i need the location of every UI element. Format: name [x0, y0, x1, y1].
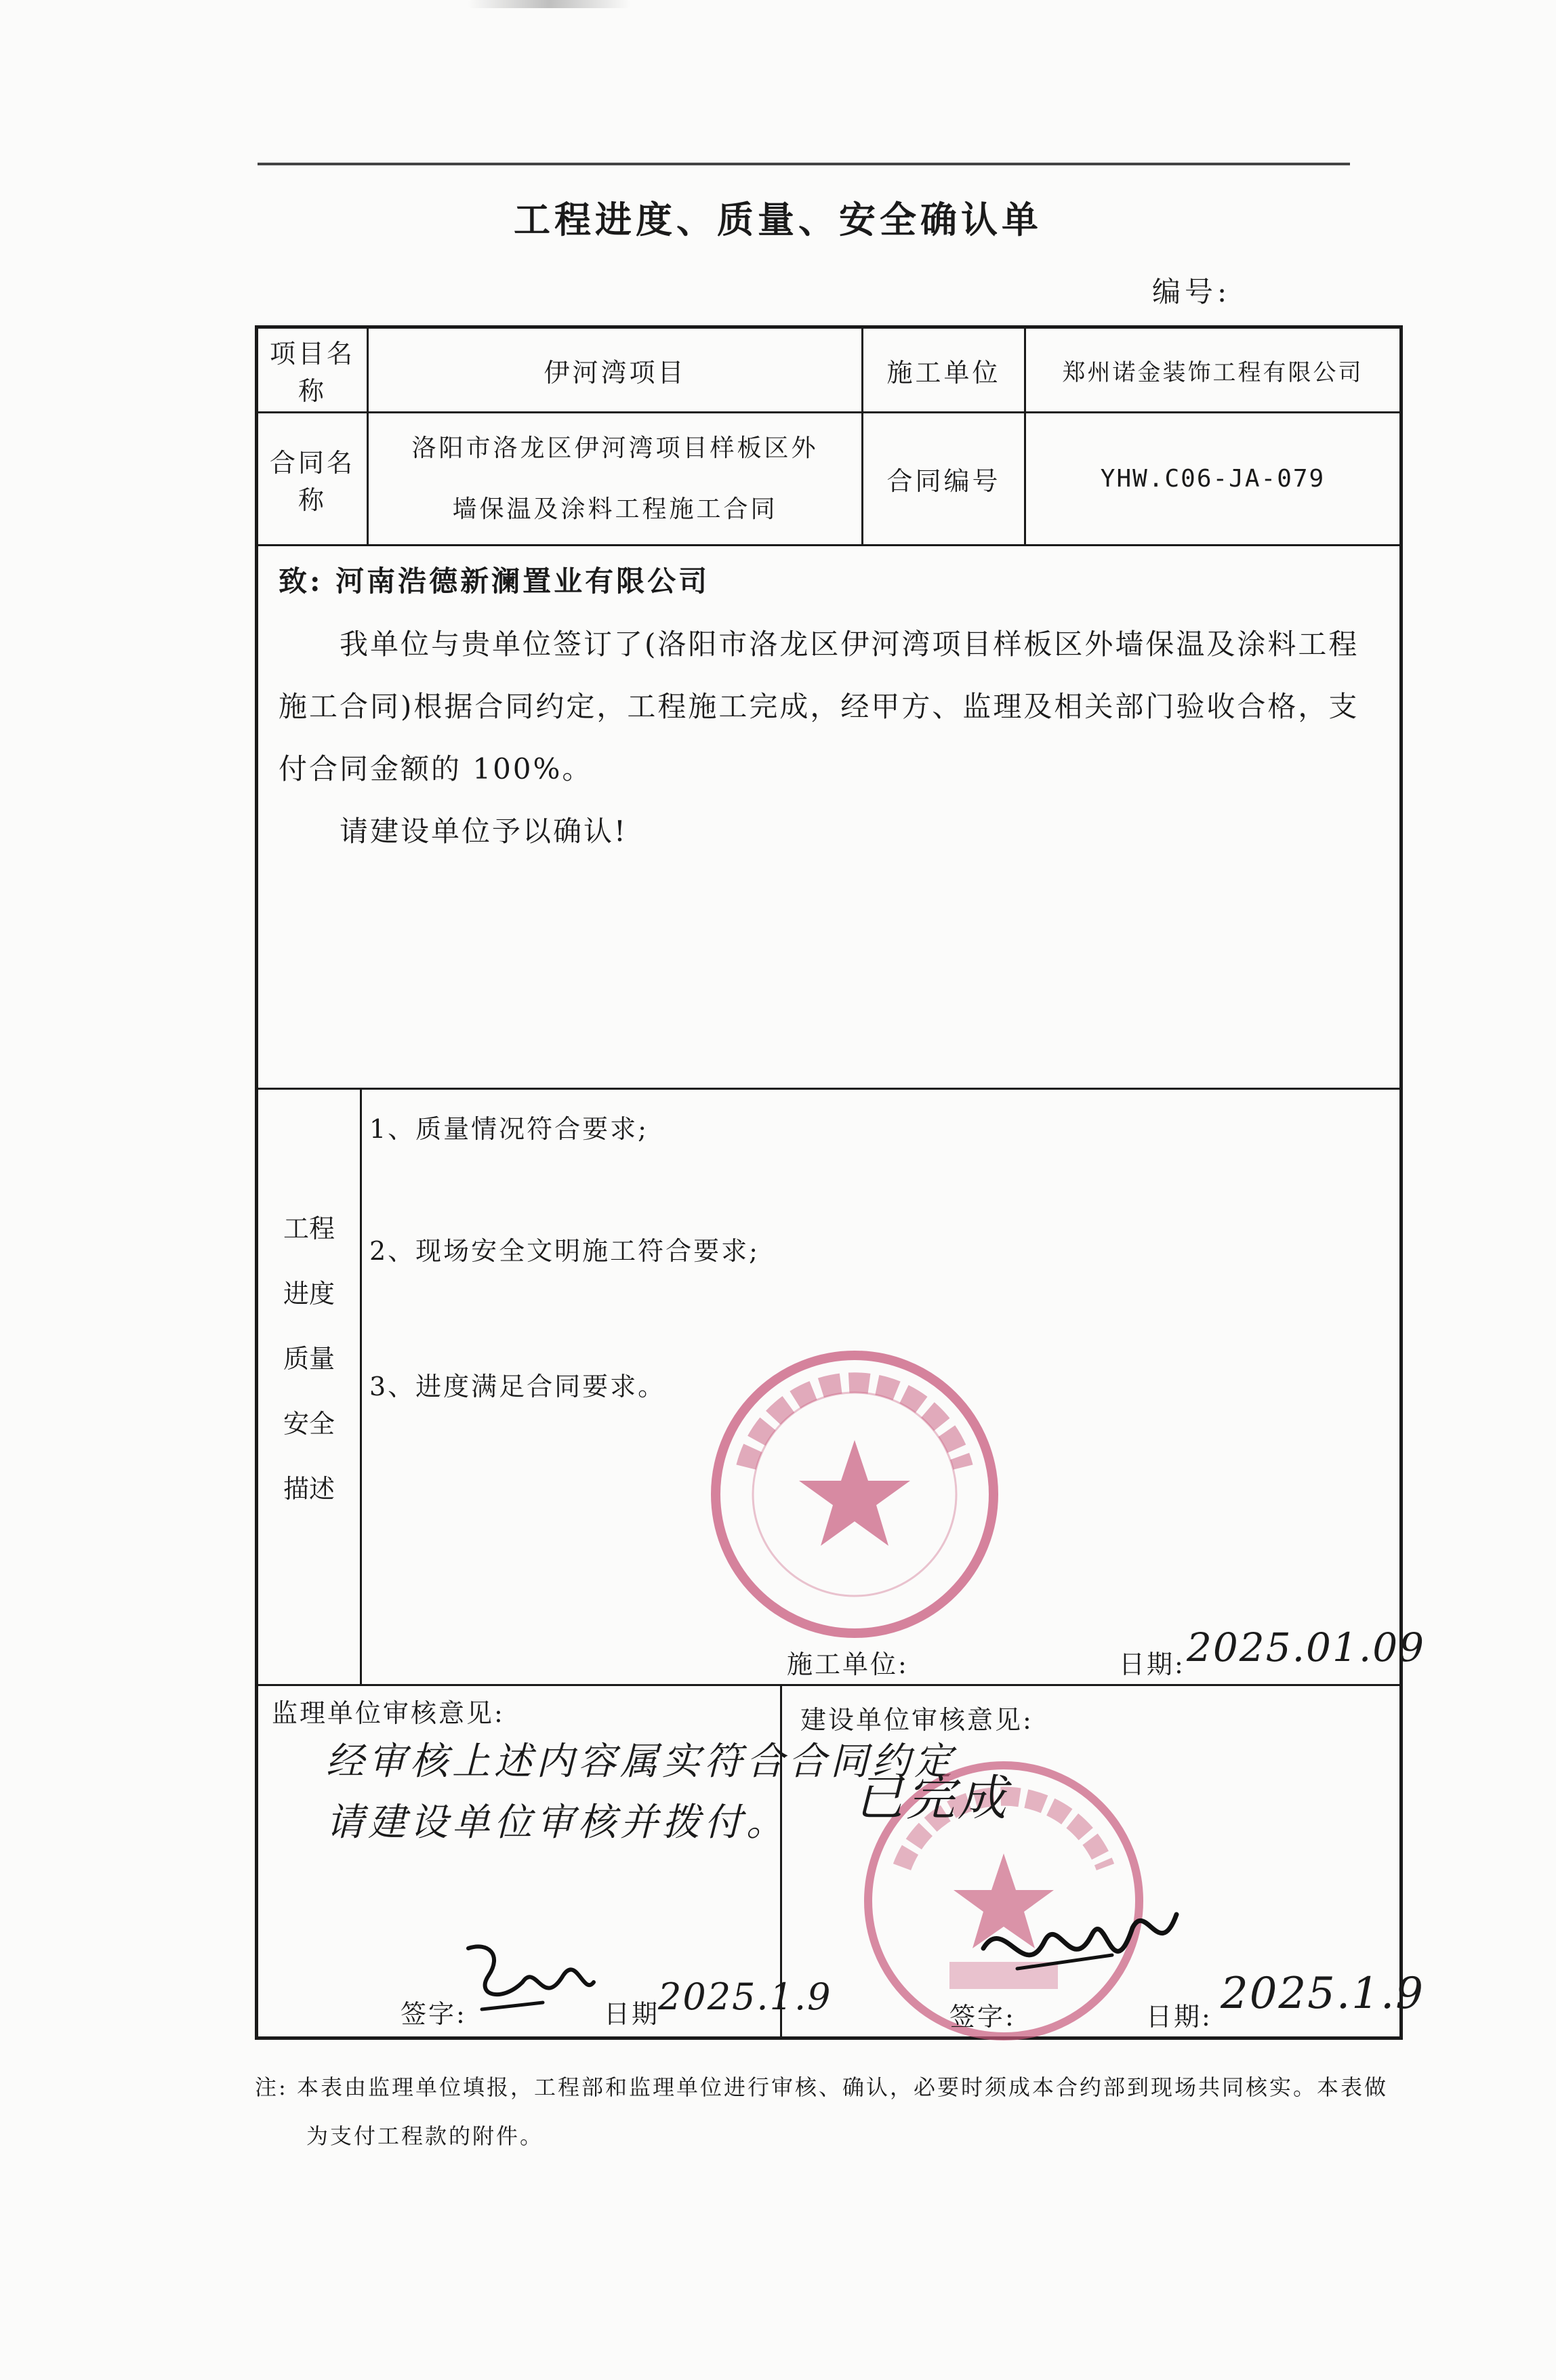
footnote: [255, 2063, 1407, 2160]
addressee: 致: 河南浩德新澜置业有限公司: [279, 565, 710, 598]
row-divider-2: [258, 544, 1399, 546]
contractor-value: 郑州诺金装饰工程有限公司: [1062, 358, 1364, 386]
scan-smudge: [468, 0, 630, 8]
document-title: 工程进度、质量、安全确认单: [514, 198, 1042, 241]
supervisor-opinion-line2: 请建设单位审核并拨付。: [326, 1801, 788, 1845]
supervisor-opinion-line1: 经审核上述内容属实符合合同约定: [326, 1740, 956, 1784]
description-side-label: [258, 1196, 360, 1521]
contract-no-label: 合同编号: [886, 466, 1001, 496]
side-label-4: 安全: [283, 1409, 335, 1439]
supervisor-date-label: 日期: [604, 1999, 660, 2029]
letter-paragraph: 我单位与贵单位签订了(洛阳市洛龙区伊河湾项目样板区外墙保温及涂料工程施工合同)根据合同约定，工程施工完成，经甲方、监理及相关部门验收合格，支付合同金额的 100%。: [279, 628, 1359, 785]
side-label-1: 工程: [283, 1214, 335, 1244]
contractor-label: 施工单位: [886, 357, 1001, 388]
supervisor-opinion-label: 监理单位审核意见:: [272, 1698, 505, 1728]
project-name-value: 伊河湾项目: [544, 357, 687, 388]
row-divider-4: [258, 1684, 1399, 1686]
letter-body: [279, 613, 1383, 863]
contract-name-line1: 洛阳市洛龙区伊河湾项目样板区外: [411, 434, 819, 462]
contractor-company-seal: [705, 1345, 1004, 1643]
footnote-line2: 为支付工程款的附件。: [306, 2123, 544, 2149]
contract-no-value: YHW.C06-JA-079: [1100, 465, 1326, 493]
owner-date-label: 日期:: [1146, 2002, 1212, 2032]
contractor-sign-label: 施工单位:: [787, 1649, 909, 1679]
owner-signature: [977, 1887, 1180, 2009]
requirement-2: 2、现场安全文明施工符合要求;: [369, 1236, 760, 1266]
owner-opinion-value: 已完成: [855, 1769, 1010, 1826]
confirmation-form: [255, 325, 1426, 2040]
contract-name-line2: 墙保温及涂料工程施工合同: [452, 495, 778, 523]
letter-request: 请建设单位予以确认!: [340, 815, 628, 848]
contractor-date-label: 日期:: [1119, 1649, 1185, 1679]
footnote-line1: 注: 本表由监理单位填报，工程部和监理单位进行审核、确认，必要时须成本合约部到现场共同核实。本表做: [255, 2074, 1388, 2100]
side-label-3: 质量: [283, 1344, 335, 1374]
project-name-label: 项目名称: [269, 339, 355, 406]
supervisor-sign-label: 签字:: [401, 1999, 467, 2029]
contract-name-value: [369, 413, 861, 544]
top-rule: [258, 163, 1350, 165]
contractor-date-value: 2025.01.09: [1187, 1624, 1426, 1670]
supervisor-signature: [462, 1935, 597, 2030]
owner-date-value: 2025.1.9: [1221, 1969, 1425, 2019]
requirement-3: 3、进度满足合同要求。: [369, 1372, 666, 1401]
row-divider-3: [258, 1088, 1399, 1090]
side-label-5: 描述: [283, 1474, 335, 1504]
owner-opinion-label: 建设单位审核意见:: [800, 1705, 1033, 1735]
contract-name-label: 合同名称: [269, 447, 355, 515]
desc-col-divider: [360, 1088, 362, 1684]
requirement-1: 1、质量情况符合要求;: [369, 1114, 649, 1144]
owner-sign-label: 签字:: [949, 2002, 1016, 2032]
side-label-2: 进度: [283, 1279, 335, 1309]
serial-number-label: 编号:: [1152, 275, 1231, 308]
supervisor-date-value: 2025.1.9: [658, 1975, 832, 2018]
